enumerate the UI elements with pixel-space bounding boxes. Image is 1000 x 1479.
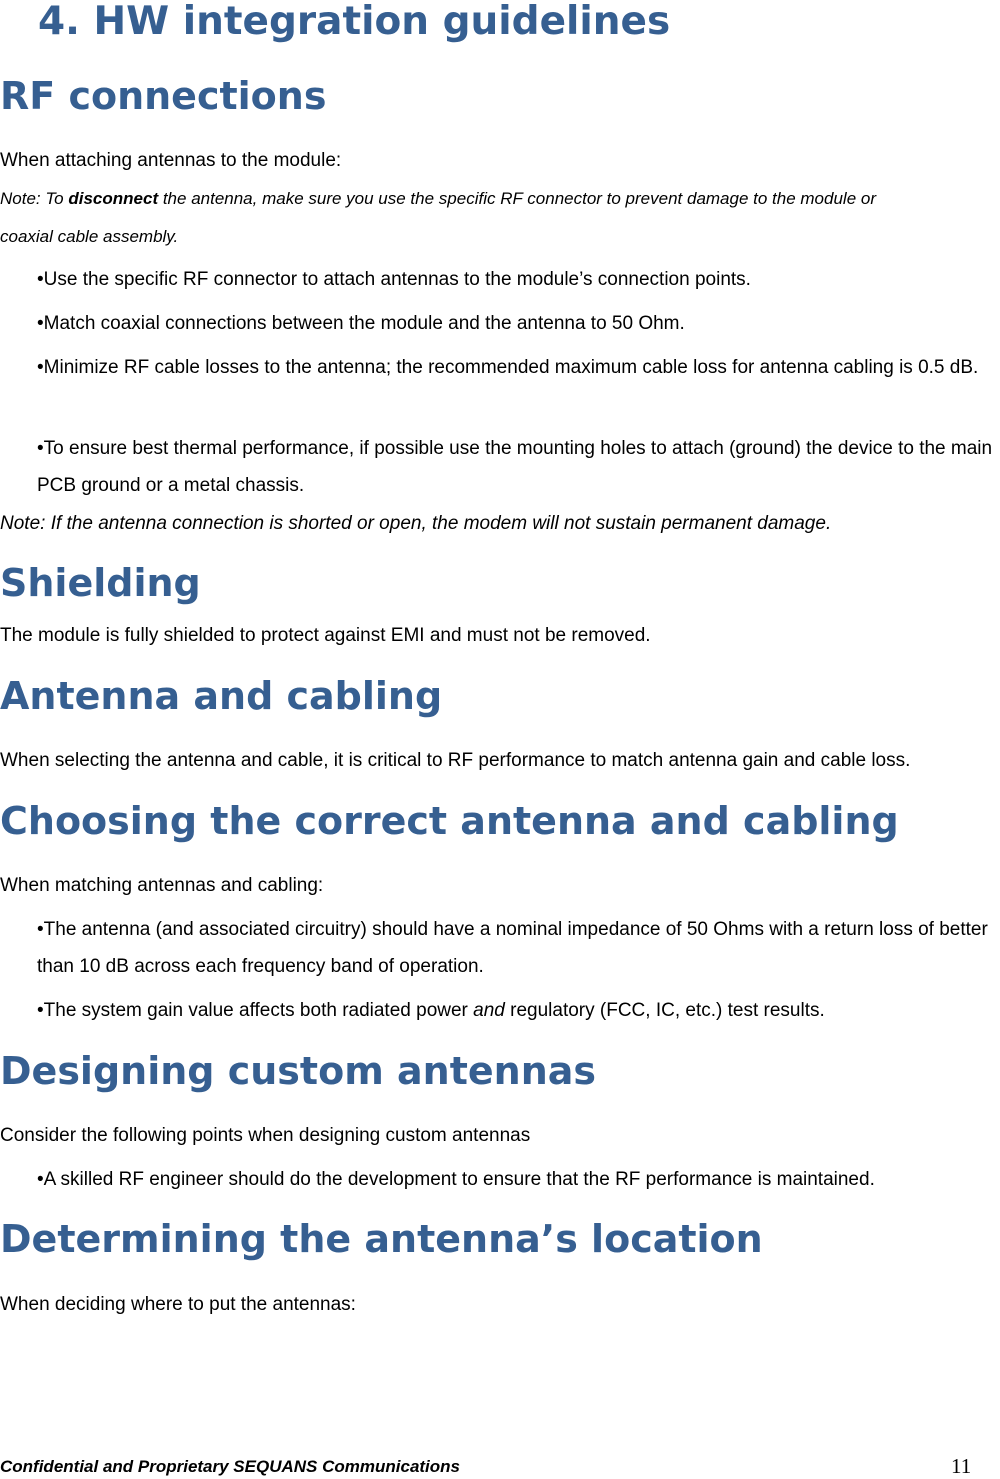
shielding-text: The module is fully shielded to protect against EMI and must not be removed. xyxy=(0,625,651,646)
designing-intro: Consider the following points when designing custom antennas xyxy=(0,1125,531,1146)
heading-designing: Designing custom antennas xyxy=(0,1049,597,1093)
rf-note-prefix: Note: To xyxy=(0,189,69,208)
rf-bullet-3: •Minimize RF cable losses to the antenna; the recommended maximum cable loss for antenna cabling is 0.5 dB. xyxy=(37,357,979,378)
rf-bullet-1: •Use the specific RF connector to attach antennas to the module’s connection points. xyxy=(37,269,751,290)
chapter-title: 4. HW integration guidelines xyxy=(38,0,671,44)
designing-bullet: •A skilled RF engineer should do the development to ensure that the RF performance is maintained. xyxy=(37,1169,875,1190)
rf-note-rest: the antenna, make sure you use the specific RF connector to prevent damage to the module or xyxy=(158,189,876,208)
location-intro: When deciding where to put the antennas: xyxy=(0,1294,356,1315)
rf-intro: When attaching antennas to the module: xyxy=(0,150,342,171)
rf-note-bold: disconnect xyxy=(68,189,159,208)
choosing-intro: When matching antennas and cabling: xyxy=(0,875,324,896)
rf-note-line1 xyxy=(0,189,876,209)
choosing-bullet-1: •The antenna (and associated circuitry) should have a nominal impedance of 50 Ohms with a return loss of better than 10 dB across each frequency band of operation. xyxy=(37,919,988,977)
heading-shielding: Shielding xyxy=(0,561,201,605)
rf-note-line2: coaxial cable assembly. xyxy=(0,227,179,246)
choosing-bullet-2 xyxy=(37,1000,825,1023)
rf-note-2: Note: If the antenna connection is shorted or open, the modem will not sustain permanent damage. xyxy=(0,513,832,534)
heading-antenna-cabling: Antenna and cabling xyxy=(0,674,443,718)
antenna-cabling-text: When selecting the antenna and cable, it is critical to RF performance to match antenna gain and cable loss. xyxy=(0,750,911,771)
heading-rf-connections: RF connections xyxy=(0,74,327,118)
choosing-bullet-2-italic: and xyxy=(473,1000,505,1021)
rf-bullet-2: •Match coaxial connections between the module and the antenna to 50 Ohm. xyxy=(37,313,685,334)
choosing-bullet-2-prefix: •The system gain value affects both radiated power xyxy=(37,1000,474,1021)
heading-location: Determining the antenna’s location xyxy=(0,1217,763,1261)
heading-choosing: Choosing the correct antenna and cabling xyxy=(0,799,899,843)
page-number: 11 xyxy=(951,1454,972,1478)
choosing-bullet-2-suffix: regulatory (FCC, IC, etc.) test results. xyxy=(504,1000,825,1021)
footer-confidential: Confidential and Proprietary SEQUANS Communications xyxy=(0,1457,461,1476)
rf-bullet-4: •To ensure best thermal performance, if possible use the mounting holes to attach (ground) the device to the main PCB ground or a metal chassis. xyxy=(37,438,993,496)
